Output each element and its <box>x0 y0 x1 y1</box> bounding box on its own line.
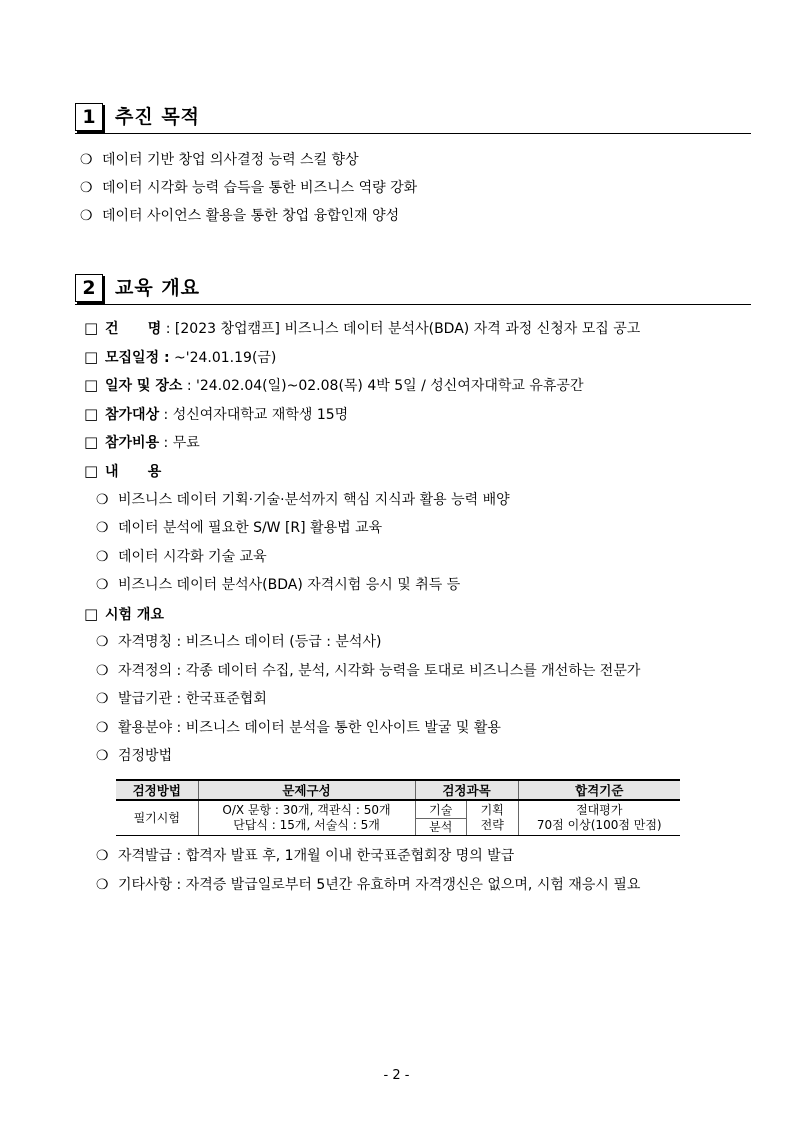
table-cell-composition: O/X 문항 : 30개, 객관식 : 50개 단답식 : 15개, 서술식 : 5개 <box>198 800 415 836</box>
section-1-number: 1 <box>75 103 103 131</box>
purpose-item-3: ❍ 데이터 사이언스 활용을 통한 창업 융합인재 양성 <box>80 208 400 224</box>
circle-bullet-icon: ❍ <box>96 748 109 764</box>
circle-bullet-icon: ❍ <box>96 848 109 864</box>
exam-item-1: ❍ 자격명칭 : 비즈니스 데이터 (등급 : 분석사) <box>96 634 382 650</box>
circle-bullet-icon: ❍ <box>96 877 109 893</box>
circle-bullet-icon: ❍ <box>96 492 109 508</box>
square-bullet-icon: □ <box>84 319 99 337</box>
circle-bullet-icon: ❍ <box>80 152 93 168</box>
exam-item-5: ❍ 검정방법 <box>96 748 173 764</box>
section-2-title: 교육 개요 <box>115 277 201 299</box>
table-header: 합격기준 <box>518 780 680 800</box>
after-item-2: ❍ 기타사항 : 자격증 발급일로부터 5년간 유효하며 자격갱신은 없으며, 시험 재응시 필요 <box>96 877 641 893</box>
table-header: 검정방법 <box>116 780 198 800</box>
after-item-1: ❍ 자격발급 : 합격자 발표 후, 1개월 이내 한국표준협회장 명의 발급 <box>96 848 515 864</box>
circle-bullet-icon: ❍ <box>96 691 109 707</box>
circle-bullet-icon: ❍ <box>80 180 93 196</box>
table-row <box>116 800 680 836</box>
circle-bullet-icon: ❍ <box>96 577 109 593</box>
circle-bullet-icon: ❍ <box>80 208 93 224</box>
purpose-item-1: ❍ 데이터 기반 창업 의사결정 능력 스킬 향상 <box>80 152 359 168</box>
square-bullet-icon: □ <box>84 605 99 623</box>
exam-item-3: ❍ 발급기관 : 한국표준협회 <box>96 691 267 707</box>
circle-bullet-icon: ❍ <box>96 720 109 736</box>
table-cell-criteria: 절대평가 70점 이상(100점 만점) <box>518 800 680 836</box>
overview-name: □ 건 명 : [2023 창업캠프] 비즈니스 데이터 분석사(BDA) 자격 과정 신청자 모집 공고 <box>84 319 641 337</box>
overview-schedule: □ 모집일정 : ~'24.01.19(금) <box>84 348 277 366</box>
section-1-header <box>75 103 751 134</box>
content-item-1: ❍ 비즈니스 데이터 기획·기술·분석까지 핵심 지식과 활용 능력 배양 <box>96 492 510 508</box>
exam-item-2: ❍ 자격정의 : 각종 데이터 수집, 분석, 시각화 능력을 토대로 비즈니스를 개선하는 전문가 <box>96 663 641 679</box>
table-header-row <box>116 780 680 800</box>
content-item-2: ❍ 데이터 분석에 필요한 S/W [R] 활용법 교육 <box>96 520 383 536</box>
page-number: - 2 - <box>383 1068 410 1083</box>
square-bullet-icon: □ <box>84 348 99 366</box>
table-header: 문제구성 <box>198 780 415 800</box>
square-bullet-icon: □ <box>84 405 99 423</box>
exam-method-table <box>116 779 680 836</box>
circle-bullet-icon: ❍ <box>96 634 109 650</box>
content-item-4: ❍ 비즈니스 데이터 분석사(BDA) 자격시험 응시 및 취득 등 <box>96 577 461 593</box>
table-cell-method: 필기시험 <box>116 800 198 836</box>
exam-overview: □ 시험 개요 <box>84 605 164 623</box>
exam-item-4: ❍ 활용분야 : 비즈니스 데이터 분석을 통한 인사이트 발굴 및 활용 <box>96 720 501 736</box>
overview-target: □ 참가대상 : 성신여자대학교 재학생 15명 <box>84 405 349 423</box>
content-item-3: ❍ 데이터 시각화 기술 교육 <box>96 549 267 565</box>
table-header: 검정과목 <box>415 780 518 800</box>
overview-date-place: □ 일자 및 장소 : '24.02.04(일)~02.08(목) 4박 5일 / 성신여자대학교 유휴공간 <box>84 376 584 394</box>
section-2-number: 2 <box>75 274 103 302</box>
overview-content: □ 내 용 <box>84 462 162 480</box>
table-cell-subjects: 기술 분석 기획 전략 <box>415 800 518 836</box>
square-bullet-icon: □ <box>84 376 99 394</box>
purpose-item-2: ❍ 데이터 시각화 능력 습득을 통한 비즈니스 역량 강화 <box>80 180 418 196</box>
section-2-header <box>75 274 751 305</box>
square-bullet-icon: □ <box>84 433 99 451</box>
square-bullet-icon: □ <box>84 462 99 480</box>
overview-cost: □ 참가비용 : 무료 <box>84 433 200 451</box>
section-1-title: 추진 목적 <box>115 106 201 128</box>
circle-bullet-icon: ❍ <box>96 663 109 679</box>
circle-bullet-icon: ❍ <box>96 549 109 565</box>
circle-bullet-icon: ❍ <box>96 520 109 536</box>
